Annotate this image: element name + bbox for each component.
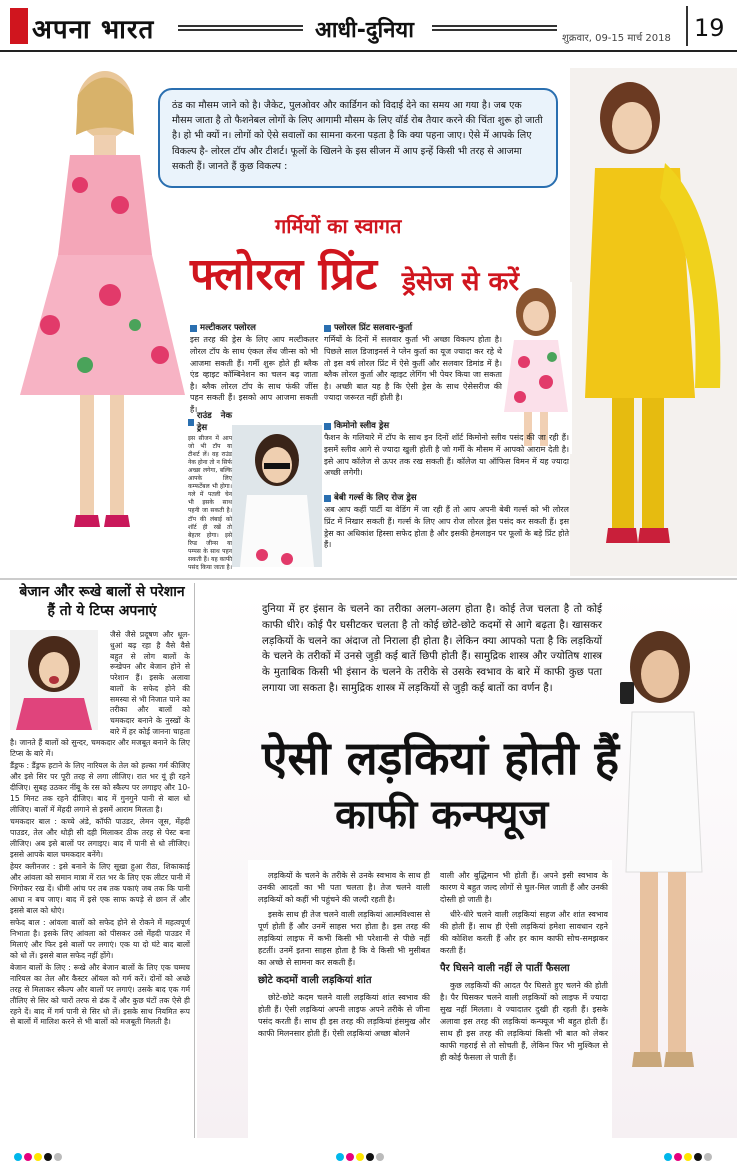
woman-with-phone-photo <box>598 622 734 1087</box>
brand-name: अपना भारत <box>32 15 155 45</box>
page-header <box>0 0 737 52</box>
walking-style-headline-line1: ऐसी लड़कियां होती हैं <box>262 731 620 785</box>
tips-paragraph: बेजान बालों के लिए : रूखे और बेजान बालों के लिए एक चम्मच नारियल का तेल और कैस्टर ऑयल को गर्म करें। दोनों को अच्छे तरह से मिलाकर स्कैल्प और बालों पर लगाएं। उसके बाद एक गर्म तौलिए से सिर को चारों तरफ से ढंक दें और कुछ घंटों तक ऐसे ही रहने दें। बाद में गर्म पानी से सिर धो लें। इसके साथ नियमित रूप से बालों में मालिश करने से भी बालों को मजबूती मिलती है। <box>10 963 190 1027</box>
item-heading: किमोनो स्लीव ड्रेस <box>324 420 569 432</box>
bullet-square-icon <box>190 325 197 332</box>
tips-paragraph: डैंड्रफ : डैंड्रफ हटाने के लिए नारियल के तेल को हल्का गर्म कीजिए और इसे सिर पर पूरी तरह से लगा लीजिए। रात भर यूं ही रहने दीजिए। सुबह उठकर नींबू के रस को स्कैल्प पर लगाइए और 10-15 मिनट तक रहने दीजिए। बाद में गुनगुने पानी से बाल धो लीजिए। बालों में मेंहदी लगाने से इसमें आराम मिलता है। <box>10 761 190 814</box>
item-body: फैशन के गलियारे में टॉप के साथ इन दिनों शॉर्ट किमोनो स्लीव पसंद की जा रही हैं। इसमें स्लीव आगे से ज्यादा खुली होती है जो गर्मी के मौसम में आपको आराम देती है। इसे आप कॉलेज से ऊपर तक रख सकती हैं। कॉलेज या ऑफिस विमन में यह ज्यादा अच्छी लगेगी। <box>324 433 569 478</box>
hair-tips-headline: बेजान और रूखे बालों से परेशान हैं तो ये टिप्स अपनाएं <box>19 584 185 619</box>
article-paragraph: इसके साथ ही तेज चलने वाली लड़कियां आत्मविश्वास से पूर्ण होती हैं और उनमें साहस भरा होता है। इस तरह की लड़कियां लाइफ में कभी किसी भी परेशानी से पीछे नहीं हटतीं। उनमें इतना साहस होता है कि वे किसी भी मुसीबत का अच्छे से सामना कर सकती हैं। <box>258 910 430 967</box>
tips-paragraph: चमकदार बाल : कच्चे अंडे, कॉफी पाउडर, लेमन जूस, मेंहदी पाउडर, तेल और थोड़ी सी दही मिलाकर ठीक तरह से पेस्ट बना लीजिए। अब इसे बालों पर लगाइए। बाद में पानी से धो लीजिए। इससे आपके बाल चमकदार बनेंगे। <box>10 817 190 859</box>
page-number-divider <box>686 6 688 46</box>
header-rule-left <box>178 25 303 31</box>
registration-dots-center <box>336 1146 386 1162</box>
page-footer <box>0 1140 737 1162</box>
item-body: अब आप कहीं पार्टी या वेडिंग में जा रही हैं तो आप अपनी बेबी गर्ल्स को भी लोरल प्रिंट में निखार सकती हैं। गर्ल्स के लिए आप रोज लोरल ड्रेस पसंद कर सकती हैं। इस ड्रेस का अधिकांश हिस्सा सफेद होता है और इसकी हेमलाइन पर फूलों के बड़े प्रिंट होते हैं। <box>324 505 569 550</box>
registration-dots-left <box>14 1146 64 1162</box>
tips-paragraph: हेयर क्लीनजर : इसे बनाने के लिए सूखा हुआ रीठा, शिकाकाई और आंवला को समान मात्रा में रात भर के लिए एक लीटर पानी में भिगोकर रख दें। धीमी आंच पर तब तक पकाएं जब तक कि पानी आधा न बच जाए। बाद में इसे एक साफ कपड़े से छान लें और इससे बाल को धोएं। <box>10 862 190 915</box>
feature-headline: फ्लोरल प्रिंट <box>190 249 378 300</box>
round-neck-model-photo <box>232 425 322 567</box>
header-rule-right <box>432 25 557 31</box>
item-baby-girl-dress <box>324 492 569 551</box>
yellow-salwar-model-photo <box>570 68 737 576</box>
item-kimono-sleeve <box>324 420 569 479</box>
item-body: इस सीजन में आप जो भी टॉप या टीशर्ट लें। वह राउंड नेक होना तो न सिर्फ अच्छा लगेगा, बल्कि आपके लिए कम्फर्टेबल भी होगा। गले में पतली चेन भी इसके साथ पहनी जा सकती है। टॉप की लंबाई को शॉर्ट ही रखें तो बेहतर होगा। इसे रिप्ड जीन्स या पम्पस के साथ पहन सकती हैं। यह काफी पसंद किया जाता है। <box>188 434 233 572</box>
feature-headline-secondary: ड्रेसेज से करें <box>402 267 520 297</box>
walking-style-headline-line2: काफी कन्फ्यूज <box>335 792 549 838</box>
frustrated-woman-photo <box>10 630 98 730</box>
article-column-right <box>440 870 608 1067</box>
section-divider <box>0 578 737 580</box>
registration-dots-right <box>664 1146 714 1162</box>
bullet-square-icon <box>188 419 194 426</box>
bullet-square-icon <box>324 325 331 332</box>
feature-kicker: गर्मियों का स्वागत <box>275 214 402 238</box>
floral-intro-box: ठंड का मौसम जाने को है। जैकेट, पुलओवर और कार्डिगन को विदाई देने का समय आ गया है। जब एक मौसम जाता है तो फैशनेबल लोगों के लिए आगामी मौसम के लिए वॉर्ड रोब तैयार करने की चिंता शुरू हो जाती है। हो भी क्यों न। लोगों को ऐसे सवालों का सामना करना पड़ता है कि क्या पहना जाए। ऐसे में आपके लिए विकल्प है- लोरल टॉप और टीशर्ट। फूलों के खिलने के इस सीजन में आप इन्हें किसी भी तरह से आजमा सकती हैं। जानते हैं कुछ विकल्प : <box>158 88 558 188</box>
item-round-neck-text <box>188 410 232 572</box>
issue-date: शुक्रवार, 09-15 मार्च 2018 <box>562 33 671 44</box>
item-heading: बेबी गर्ल्स के लिए रोज ड्रेस <box>324 492 569 504</box>
article-paragraph: छोटे-छोटे कदम चलने वाली लड़कियां शांत स्वभाव की होती हैं। ऐसी लड़कियां अपनी लाइफ अपने तरीके से जीना पसंद करती हैं। साथ ही इस तरह की लड़कियां हंसमुख और काफी मिलनसार होती हैं। ऐसी लड़कियां अच्छा बोलने <box>258 993 430 1038</box>
page-number: 19 <box>694 14 725 42</box>
article-paragraph: धीरे-धीरे चलने वाली लड़कियां सहज और शांत स्वभाव की होती हैं। साथ ही ऐसी लड़कियां हमेशा सावधान रहने की कोशिश करती हैं और हर काम काफी सोच-समझकर करती हैं। <box>440 910 608 955</box>
item-heading: राउंड नेक ड्रेस <box>188 410 232 435</box>
item-floral-salwar <box>324 322 502 404</box>
article-subhead: पैर घिसने वाली नहीं ले पातीं फैसला <box>440 963 570 974</box>
tips-paragraph: सफेद बाल : आंवला बालों को सफेद होने से रोकने में महत्वपूर्ण निभाता है। इसके लिए आंवला को पीसकर उसे मेंहदी पाउडर में मिलाएं और फिर इसे बालों पर लगाएं। एक या दो घंटे बाद बालों को धो लें। इससे बाल सफेद नहीं होंगे। <box>10 918 190 960</box>
article-paragraph: वाली और बुद्धिमान भी होती हैं। अपने इसी स्वभाव के कारण ये बहुत जल्द लोगों से घुल-मिल जाती हैं और उनकी दोस्ती हो जाती है। <box>440 871 608 904</box>
item-body: गर्मियों के दिनों में सलवार कुर्ता भी अच्छा विकल्प होता है। पिछले साल डिजाइनर्स ने प्लेन कुर्ता का यूज ज्यादा कर रहे थे तो इस वर्ष लोरल प्रिंट में ऐसे कुर्ती और सलवार डिमांड में है। ब्लैक लोरल कुर्ता और व्हाइट लेगिंग भी पेयर किया जा सकता है। अच्छी बात यह है कि ऐसी ड्रेस के साथ ऐसेसरीज की ज्यादा जरूरत नहीं होती है। <box>324 335 502 403</box>
section-title: आधी-दुनिया <box>315 18 414 43</box>
article-paragraph: कुछ लड़कियों की आदत पैर घिसते हुए चलने की होती है। पैर घिसकर चलने वाली लड़कियों को लाइफ में ज्यादा सुख नहीं मिलता। वे ज्यादातर दुखी ही रहती हैं। इसके अलावा इस तरह की लड़कियां कन्फ्यूज भी बहुत होती हैं। साथ ही इस तरह की लड़कियां किसी भी बात को लेकर काफी गहराई से तो सोचती हैं, लेकिन फिर भी मुश्किल से ही कोई फैसला ले पाती हैं। <box>440 981 608 1062</box>
bullet-square-icon <box>324 495 331 502</box>
tips-paragraph: जैसे जैसे प्रदूषण और धूल-धुआं बढ़ रहा है वैसे वैसे बहुत से लोग बालों के रूखेपन और बेजान होने से परेशान हैं। इसके अलावा बालों के सफेद होने की समस्या से भी निजात पाने का तरीका और बालों को चमकदार बनाने के नुस्खों के बारे में हर कोई जानना चाहता है। जानते हैं बालों को सुन्दर, चमकदार और मजबूत बनाने के लिए टिप्स के बारे में। <box>10 630 190 758</box>
item-multicolor-floral <box>190 322 318 415</box>
item-body: इस तरह की ड्रेस के लिए आप मल्टीकलर लोरल टॉप के साथ एंकल लेंथ जीन्स को भी आजमा सकती हैं। गर्मी शुरू होते ही ब्लैक एंड व्हाइट कॉम्बिनेशन का चलन बढ़ जाता है। ब्लैक लोरल टॉप के साथ फंकी जींस पहन सकती हैं। इसको आप आजमा सकती हैं। <box>190 335 318 414</box>
article-subhead: छोटे कदमों वाली लड़कियां शांत <box>258 975 372 986</box>
item-heading: मल्टीकलर फ्लोरल <box>190 322 318 334</box>
article-paragraph: लड़कियों के चलने के तरीके से उनके स्वभाव के साथ ही उनकी आदतों का भी पता चलता है। तेज चलने वाली लड़कियों को कहीं भी पहुंचने की जल्दी रहती है। <box>258 871 430 904</box>
walking-style-intro: दुनिया में हर इंसान के चलने का तरीका अलग-अलग होता है। कोई तेज चलता है तो कोई काफी धीरे। कोई पैर घसीटकर चलता है तो कोई छोटे-छोटे कदमों से आगे बढ़ता है। खासकर लड़कियों के चलने का अंदाज तो निराला ही होता है। लेकिन क्या आपको पता है कि लड़कियों के चलने के तरीकों में उनसे जुड़ी कई बातें छिपी होती हैं। सामुद्रिक शास्त्र और ज्योतिष शास्त्र के मुताबिक किसी भी इंसान के चलने के तरीके से उसके स्वभाव के बारे में काफी कुछ पता लगाया जा सकता है। सामुद्रिक शास्त्र में लड़कियों से जुड़ी कई बातों का वर्णन है। <box>262 604 602 695</box>
item-heading: फ्लोरल प्रिंट सलवार-कुर्ता <box>324 322 502 334</box>
brand-mark <box>10 8 28 44</box>
bullet-square-icon <box>324 423 331 430</box>
article-column-left <box>258 870 430 1043</box>
column-divider <box>194 583 195 1138</box>
